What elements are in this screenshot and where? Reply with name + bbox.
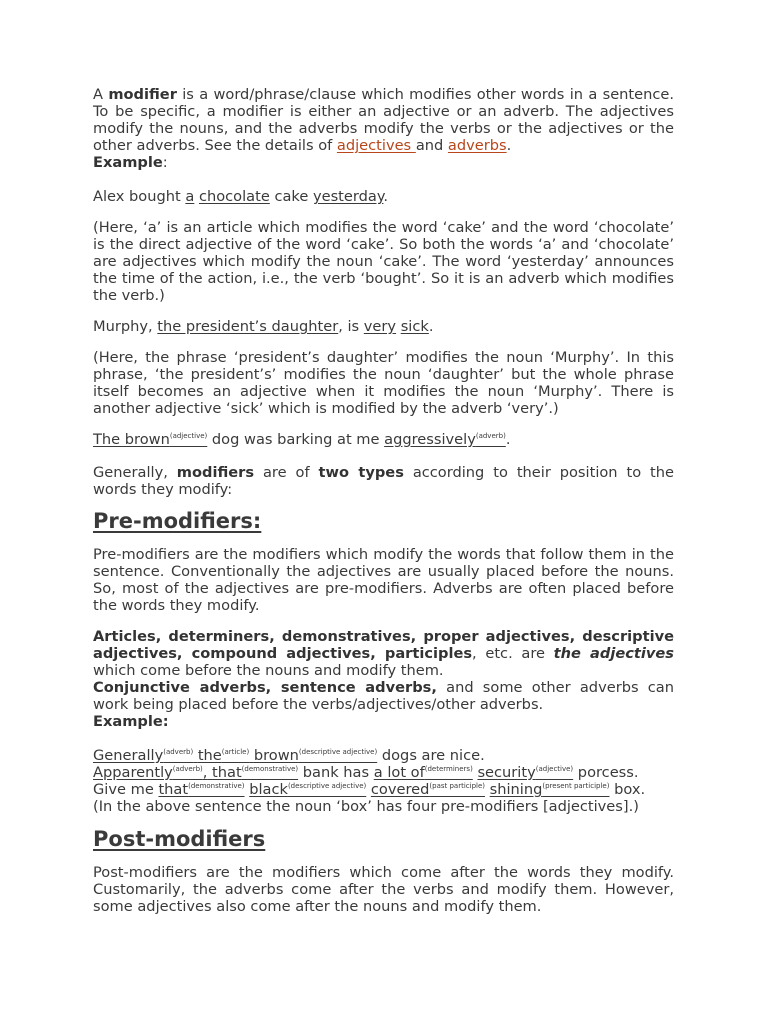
pre-rest: which come before the nouns and modify them. <box>93 662 444 679</box>
ex1-word-a: a <box>185 188 195 205</box>
pre-ex-give-text: Give me <box>93 781 159 798</box>
pre-example-line-3 <box>93 781 674 798</box>
example-sentence-3 <box>93 431 674 448</box>
ex3-aggressively <box>384 431 506 448</box>
intro-modifier-bold: modifier <box>108 86 177 103</box>
intro-end: . <box>506 137 512 154</box>
pre-ex-covered <box>371 781 485 798</box>
pre-ex-tag: (adjective) <box>535 765 574 773</box>
pre-ex-shining-text: shining <box>489 781 543 798</box>
pre-example-label: Example: <box>93 713 169 730</box>
pre-ex-tag: (demonstrative) <box>241 765 299 773</box>
ex3-tag-adverb: (adverb) <box>475 432 506 440</box>
post-modifiers-heading: Post-modifiers <box>93 827 266 851</box>
types-text-b: are of <box>254 464 319 481</box>
pre-modifier-examples <box>93 747 674 815</box>
ex3-the-brown-text: The brown <box>93 431 170 448</box>
ex1-word-yesterday: yesterday <box>312 188 384 205</box>
example-sentence-2 <box>93 318 674 335</box>
ex3-end: . <box>505 431 511 448</box>
ex2-end: . <box>428 318 434 335</box>
pre-ex-apparently <box>93 764 298 781</box>
pre-ex-tag: (adverb) <box>172 765 203 773</box>
ex1-word-chocolate: chocolate <box>198 188 270 205</box>
ex1-word-cake: cake <box>269 188 313 205</box>
pre-bold-list: Articles, determiners, demonstratives, proper adjectives, descriptive adjectives, compound adjectives, participles <box>93 628 674 662</box>
pre-ex-generally-text: Generally <box>93 747 164 764</box>
types-modifiers-bold: modifiers <box>176 464 255 481</box>
pre-ex-tag: (article) <box>221 748 250 756</box>
types-two-types-bold: two types <box>318 464 404 481</box>
pre-ex-bank-text: bank has <box>298 764 374 781</box>
pre-ex-covered-text: covered <box>370 781 430 798</box>
ex1-end: . <box>383 188 389 205</box>
pre-conj-bold: Conjunctive adverbs, sentence adverbs, <box>93 679 437 696</box>
ex2-text: Murphy, <box>93 318 158 335</box>
pre-ex-apparently-text: Apparently <box>93 764 173 781</box>
pre-ex-the-text: the <box>197 747 222 764</box>
ex2-word-very: very <box>363 318 397 335</box>
intro-text-a: A <box>93 86 109 103</box>
example-2-note: (Here, the phrase ‘president’s daughter’ modifies the noun ‘Murphy’. In this phrase, ‘the president’s’ modifies the noun ‘daughter’ but the whole phrase itself becomes an adjective when it modifies the noun ‘Murphy’. There is another adjective ‘sick’ which is modified by the adverb ‘very’.) <box>93 349 674 417</box>
pre-ex-tag: (present participle) <box>542 782 610 790</box>
pre-ex-black <box>249 781 366 798</box>
pre-ex-shining <box>490 781 610 798</box>
pre-example-line-2 <box>93 764 674 781</box>
types-text-a: Generally, <box>93 464 177 481</box>
pre-example-line-1 <box>93 747 674 764</box>
pre-modifiers-list-paragraph <box>93 628 674 730</box>
adverbs-link[interactable]: adverbs <box>447 137 507 154</box>
example-colon: : <box>162 154 168 171</box>
pre-ex-that-text: that <box>212 764 242 781</box>
pre-etc: , etc. are <box>472 645 554 662</box>
pre-ex-tag: (descriptive adjective) <box>298 748 378 756</box>
pre-ex-tag: (adverb) <box>163 748 194 756</box>
pre-ex-comma: , <box>202 764 208 781</box>
ex3-the-brown <box>93 431 207 448</box>
pre-modifiers-paragraph: Pre-modifiers are the modifiers which modify the words that follow them in the sentence. Conventionally the adjectives are usually placed before the nouns. So, most of the adjectives are pre-modifiers. Adverbs are often placed before the words they modify. <box>93 546 674 614</box>
pre-the-adjectives: the adjectives <box>553 645 674 662</box>
example-label: Example <box>93 154 163 171</box>
pre-ex-that2-text: that <box>158 781 189 798</box>
ex3-mid: dog was barking at me <box>207 431 385 448</box>
pre-ex-line3-rest: box. <box>609 781 646 798</box>
pre-ex-alotof-text: a lot of <box>373 764 425 781</box>
pre-conj-rest: and some other adverbs can work being placed before the verbs/adjectives/other adverbs. <box>93 679 674 713</box>
ex3-aggressively-text: aggressively <box>384 431 476 448</box>
pre-ex-that2 <box>158 781 244 798</box>
ex2-word-sick: sick <box>400 318 429 335</box>
pre-example-line-4: (In the above sentence the noun ‘box’ has four pre-modifiers [adjectives].) <box>93 798 639 815</box>
pre-ex-line2-rest: porcess. <box>573 764 639 781</box>
pre-ex-line1-rest: dogs are nice. <box>377 747 485 764</box>
pre-ex-tag: (descriptive adjective) <box>287 782 367 790</box>
pre-ex-brown-text: brown <box>253 747 299 764</box>
pre-ex-tag: (demonstrative) <box>188 782 245 790</box>
intro-paragraph <box>93 86 674 171</box>
adjectives-link[interactable]: adjectives <box>336 137 416 154</box>
pre-ex-tag: (past participle) <box>429 782 485 790</box>
types-text-c: according to their position to the words they modify: <box>93 464 675 498</box>
ex2-is: , is <box>338 318 364 335</box>
pre-ex-alotof <box>374 764 473 781</box>
pre-modifiers-heading: Pre-modifiers: <box>93 509 262 533</box>
intro-text-b: is a word/phrase/clause which modifies other words in a sentence. To be specific, a modifier is either an adjective or an adverb. The adjectives modify the nouns, and the adverbs modify the verbs or the adjectives or the other adverbs. See the details of <box>93 86 675 154</box>
pre-ex-generally <box>93 747 377 764</box>
pre-ex-security <box>477 764 573 781</box>
example-sentence-1 <box>93 188 674 205</box>
ex1-text: Alex bought <box>93 188 186 205</box>
pre-ex-black-text: black <box>249 781 288 798</box>
post-modifiers-paragraph: Post-modifiers are the modifiers which come after the words they modify. Customarily, the adverbs come after the verbs and modify them. However, some adjectives also come after the nouns and modify them. <box>93 864 674 915</box>
pre-ex-tag: (determiners) <box>424 765 473 773</box>
types-paragraph <box>93 464 674 498</box>
intro-and: and <box>415 137 448 154</box>
example-1-note: (Here, ‘a’ is an article which modifies the word ‘cake’ and the word ‘chocolate’ is the direct adjective of the word ‘cake’. So both the words ‘a’ and ‘chocolate’ are adjectives which modify the noun ‘cake’. The word ‘yesterday’ announces the time of the action, i.e., the verb ‘bought’. So it is an adverb which modifies the verb.) <box>93 219 674 304</box>
ex3-tag-adjective: (adjective) <box>169 432 208 440</box>
ex2-phrase: the president’s daughter <box>157 318 339 335</box>
pre-ex-security-text: security <box>477 764 536 781</box>
